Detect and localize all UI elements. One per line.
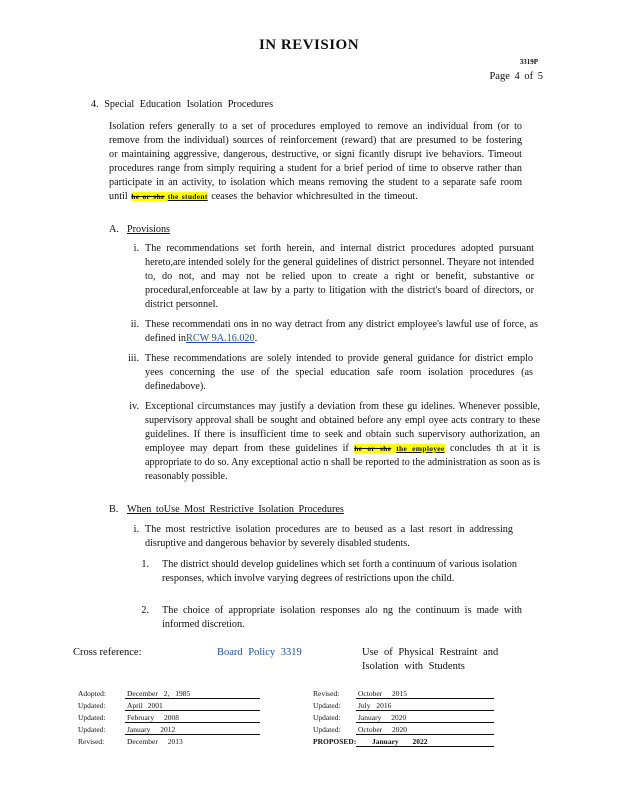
history-date: January 2020 <box>358 713 407 722</box>
subsection-b-heading: When toUse Most Restrictive Isolation Procedures <box>127 504 344 515</box>
history-rule <box>125 698 260 699</box>
history-date: April 2001 <box>127 701 163 710</box>
item-text-body: These recommendati ons in no way detract from any district employee's lawful use of force, as defined in <box>145 319 538 344</box>
history-date: October 2020 <box>358 725 408 734</box>
item-text: The recommendations set forth herein, and internal district procedures adopted pursuant hereto,are intended solely for the general guidelines of district personnel. Theyare not intended to, do not, and may not be relied upon to create a right or benefit, substantive or procedural,enforceable at law by a party to litigation with the district's board of directors, or district personnel. <box>145 243 534 310</box>
history-date: July 2016 <box>358 701 392 710</box>
cross-reference-label: Cross reference: <box>73 647 142 658</box>
item-number: i. <box>133 524 139 535</box>
inserted-text: the student <box>167 192 208 201</box>
page-number: Page 4 of 5 <box>489 71 543 82</box>
item-text <box>145 318 538 346</box>
item-number: iv. <box>129 401 139 412</box>
item-number: i. <box>133 243 139 254</box>
paragraph-text: Isolation refers generally to a set of procedures employed to remove an individual from (or to remove from the individual) sources of reinforcement (reward) that are presumed to be fostering or maintaining aggressive, dangerous, destructive, or signi ficantly disrupt ive behaviors. Timeout procedures range from simply requiring a student for a brief period of time to observe rather than participate in an activity, to isolation which means removing the student to a separate safe room until <box>109 121 522 202</box>
history-date: February 2008 <box>127 713 179 722</box>
history-rule <box>356 734 494 735</box>
history-date: October 2015 <box>358 689 408 698</box>
history-label: Updated: <box>78 725 106 734</box>
history-label: Updated: <box>78 701 106 710</box>
rcw-link[interactable]: RCW 9A.16.020 <box>186 333 255 344</box>
subitem-text: The choice of appropriate isolation responses alo ng the continuum is made with informed discretion. <box>162 605 522 630</box>
board-policy-link[interactable]: Board Policy 3319 <box>217 647 302 658</box>
deleted-text: he or she <box>354 444 392 453</box>
history-label: Updated: <box>78 713 106 722</box>
history-label: PROPOSED: <box>313 737 357 746</box>
history-label: Adopted: <box>78 689 106 698</box>
history-rule <box>356 722 494 723</box>
item-text-body: Exceptional circumstances may justify a deviation from these gu idelines. Whenever possible, supervisory approval shall be sought and obtained before any empl oyee acts contrary to these guidelines. If there is insufficient time to seek and obtain such supervisory authorization, an employee may depart from these guidelines if <box>145 401 540 454</box>
tracked-change-highlight <box>354 444 444 453</box>
item-text: The most restrictive isolation procedures are to beused as a last resort in addressing disruptive and dangerous behavior by severely disabled students. <box>145 524 513 549</box>
subsection-a-label: A. <box>109 224 119 235</box>
history-date: December 2, 1985 <box>127 689 191 698</box>
history-rule <box>356 710 494 711</box>
item-text-end: concludes th at it is appropriate to do so. Any exceptional actio n shall be reported to the administration as soon as is reasonably possible. <box>145 443 541 482</box>
item-number: ii. <box>130 319 139 330</box>
isolation-definition-paragraph <box>109 120 522 204</box>
item-text: These recommendations are solely intended to provide general guidance for district emplo yees concerning the use of the special education safe room isolation procedures (as definedabove). <box>145 353 533 392</box>
history-label: Updated: <box>313 701 341 710</box>
history-rule <box>356 746 494 747</box>
document-status-title: IN REVISION <box>258 37 360 53</box>
subsection-a-heading: Provisions <box>127 224 171 235</box>
cross-reference-title: Use of Physical Restraint and Isolation with Students <box>362 647 499 672</box>
subitem-text: The district should develop guidelines which set forth a continuum of various isolation responses, which involve varying degrees of restrictions upon the child. <box>162 559 517 584</box>
history-rule <box>356 698 494 699</box>
section-heading: 4. Special Education Isolation Procedures <box>91 99 274 110</box>
history-label: Updated: <box>313 713 341 722</box>
history-label: Revised: <box>313 689 340 698</box>
tracked-change-highlight <box>131 192 207 201</box>
paragraph-text: ceases the behavior whichresulted in the timeout. <box>207 191 418 202</box>
item-text <box>145 400 540 484</box>
history-rule <box>125 722 260 723</box>
item-number: iii. <box>127 353 139 364</box>
subitem-number: 1. <box>141 559 149 570</box>
history-label: Revised: <box>78 737 105 746</box>
history-rule <box>125 734 260 735</box>
item-text-end: . <box>254 333 258 344</box>
inserted-text: the employee <box>396 444 445 453</box>
history-date: January 2022 <box>372 737 428 746</box>
deleted-text: he or she <box>131 192 165 201</box>
history-rule <box>125 710 260 711</box>
history-label: Updated: <box>313 725 341 734</box>
history-date: December 2013 <box>127 737 183 746</box>
document-number: 3319P <box>519 58 538 66</box>
subitem-number: 2. <box>141 605 149 616</box>
subsection-b-label: B. <box>109 504 119 515</box>
history-date: January 2012 <box>127 725 176 734</box>
